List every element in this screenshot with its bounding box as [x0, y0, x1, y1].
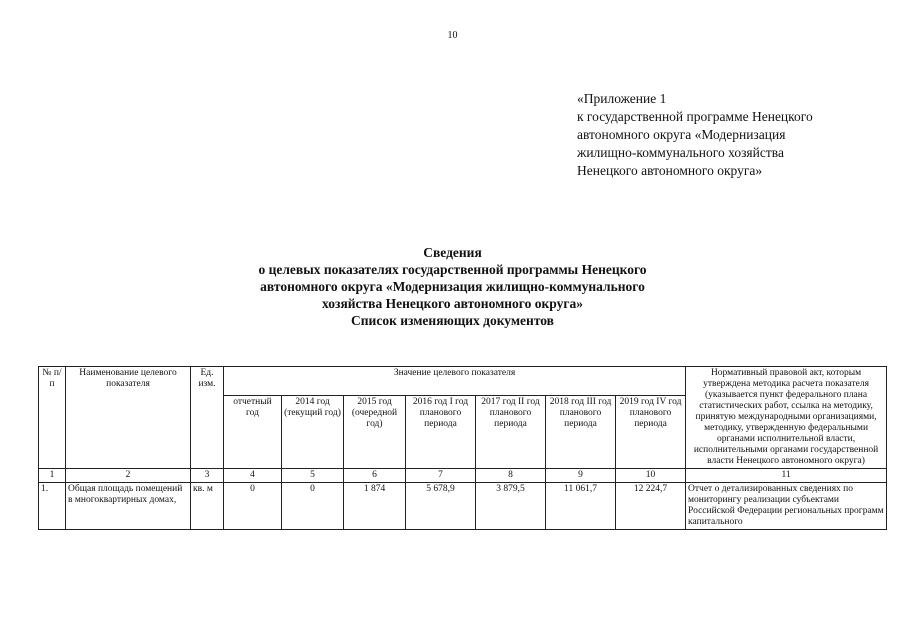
row-act: Отчет о детализированных сведениях по мониторингу реализации субъектами Российской Федерации региональных программ капитального	[686, 483, 887, 530]
title-line: автономного округа «Модернизация жилищно-коммунального	[260, 279, 645, 294]
column-number: 6	[344, 469, 406, 483]
header-year: 2019 год IV год планового периода	[616, 395, 686, 468]
column-numbers-row	[39, 469, 887, 483]
row-value: 3 879,5	[476, 483, 546, 530]
column-number: 8	[476, 469, 546, 483]
appendix-line: «Приложение 1	[577, 91, 667, 106]
row-value: 1 874	[344, 483, 406, 530]
header-unit: Ед. изм.	[191, 367, 224, 469]
row-name: Общая площадь помещений в многоквартирных домах,	[66, 483, 191, 530]
table-row	[39, 483, 887, 530]
appendix-line: автономного округа «Модернизация	[577, 127, 786, 142]
page-number: 10	[447, 30, 458, 41]
header-row	[39, 367, 887, 396]
header-name: Наименование целевого показателя	[66, 367, 191, 469]
appendix-line: Ненецкого автономного округа»	[577, 163, 763, 178]
header-num: № п/п	[39, 367, 66, 469]
title-line: о целевых показателях государственной программы Ненецкого	[258, 262, 647, 277]
row-num: 1.	[39, 483, 66, 530]
header-year: 2015 год (очередной год)	[344, 395, 406, 468]
appendix-line: к государственной программе Ненецкого	[577, 109, 813, 124]
column-number: 3	[191, 469, 224, 483]
appendix-line: жилищно-коммунального хозяйства	[577, 145, 784, 160]
column-number: 10	[616, 469, 686, 483]
header-year: 2017 год II год планового периода	[476, 395, 546, 468]
column-number: 9	[546, 469, 616, 483]
column-number: 11	[686, 469, 887, 483]
header-year: 2014 год (текущий год)	[282, 395, 344, 468]
column-number: 5	[282, 469, 344, 483]
row-value: 12 224,7	[616, 483, 686, 530]
row-value: 11 061,7	[546, 483, 616, 530]
row-unit: кв. м	[191, 483, 224, 530]
row-value: 5 678,9	[406, 483, 476, 530]
column-number: 4	[224, 469, 282, 483]
column-number: 1	[39, 469, 66, 483]
title-line: Сведения	[423, 245, 482, 260]
column-number: 7	[406, 469, 476, 483]
row-value: 0	[282, 483, 344, 530]
header-year: отчетный год	[224, 395, 282, 468]
header-year: 2018 год III год планового периода	[546, 395, 616, 468]
row-value: 0	[224, 483, 282, 530]
column-number: 2	[66, 469, 191, 483]
title-line: хозяйства Ненецкого автономного округа»	[322, 296, 583, 311]
header-act: Нормативный правовой акт, которым утверждена методика расчета показателя (указывается пункт федерального плана статистических работ, ссылка на методику, принятую международными организациями, методику, утвержденную федеральными органами исполнительной власти, исполнительными органами государственной власти Ненецкого автономного округа)	[686, 367, 887, 469]
title-line: Список изменяющих документов	[351, 313, 554, 328]
header-year: 2016 год I год планового периода	[406, 395, 476, 468]
document-title	[0, 244, 905, 329]
appendix-heading	[577, 90, 813, 180]
header-value-group: Значение целевого показателя	[224, 367, 686, 396]
indicators-table	[38, 366, 887, 530]
